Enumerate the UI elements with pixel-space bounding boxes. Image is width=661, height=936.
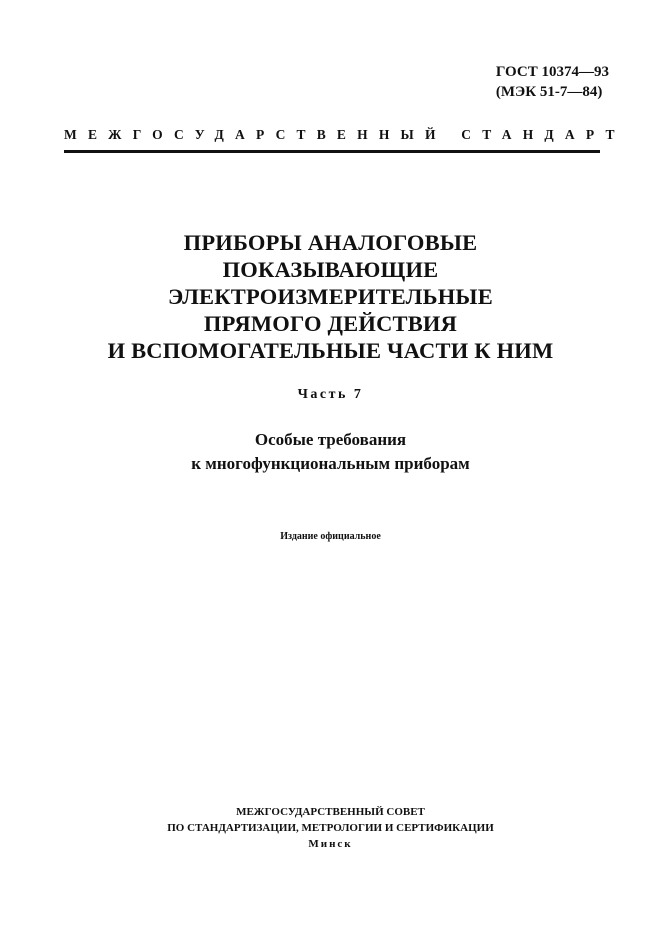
publisher-line: МЕЖГОСУДАРСТВЕННЫЙ СОВЕТ bbox=[236, 806, 425, 818]
publisher-line: ПО СТАНДАРТИЗАЦИИ, МЕТРОЛОГИИ И СЕРТИФИКАЦИИ bbox=[167, 822, 494, 834]
iec-code: (МЭК 51-7—84) bbox=[495, 84, 603, 100]
title-line: И ВСПОМОГАТЕЛЬНЫЕ ЧАСТИ К НИМ bbox=[107, 338, 554, 363]
publisher-city: Минск bbox=[308, 838, 353, 850]
title-line: ЭЛЕКТРОИЗМЕРИТЕЛЬНЫЕ bbox=[168, 284, 493, 309]
edition-note: Издание официальное bbox=[280, 531, 381, 542]
subtitle-line: Особые требования bbox=[254, 430, 407, 449]
title-line: ПРИБОРЫ АНАЛОГОВЫЕ bbox=[183, 230, 478, 255]
header-rule bbox=[64, 150, 600, 153]
document-subtitle bbox=[40, 428, 621, 476]
standard-code: ГОСТ 10374—93 bbox=[495, 64, 609, 80]
document-title bbox=[40, 229, 621, 364]
standard-designation bbox=[496, 62, 609, 102]
standard-category: МЕЖГОСУДАРСТВЕННЫЙ СТАНДАРТ bbox=[64, 127, 626, 142]
publisher-block bbox=[40, 804, 621, 852]
title-line: ПРЯМОГО ДЕЙСТВИЯ bbox=[203, 311, 458, 336]
title-line: ПОКАЗЫВАЮЩИЕ bbox=[222, 257, 439, 282]
subtitle-line: к многофункциональным приборам bbox=[191, 454, 470, 473]
part-label: Часть 7 bbox=[297, 387, 364, 402]
